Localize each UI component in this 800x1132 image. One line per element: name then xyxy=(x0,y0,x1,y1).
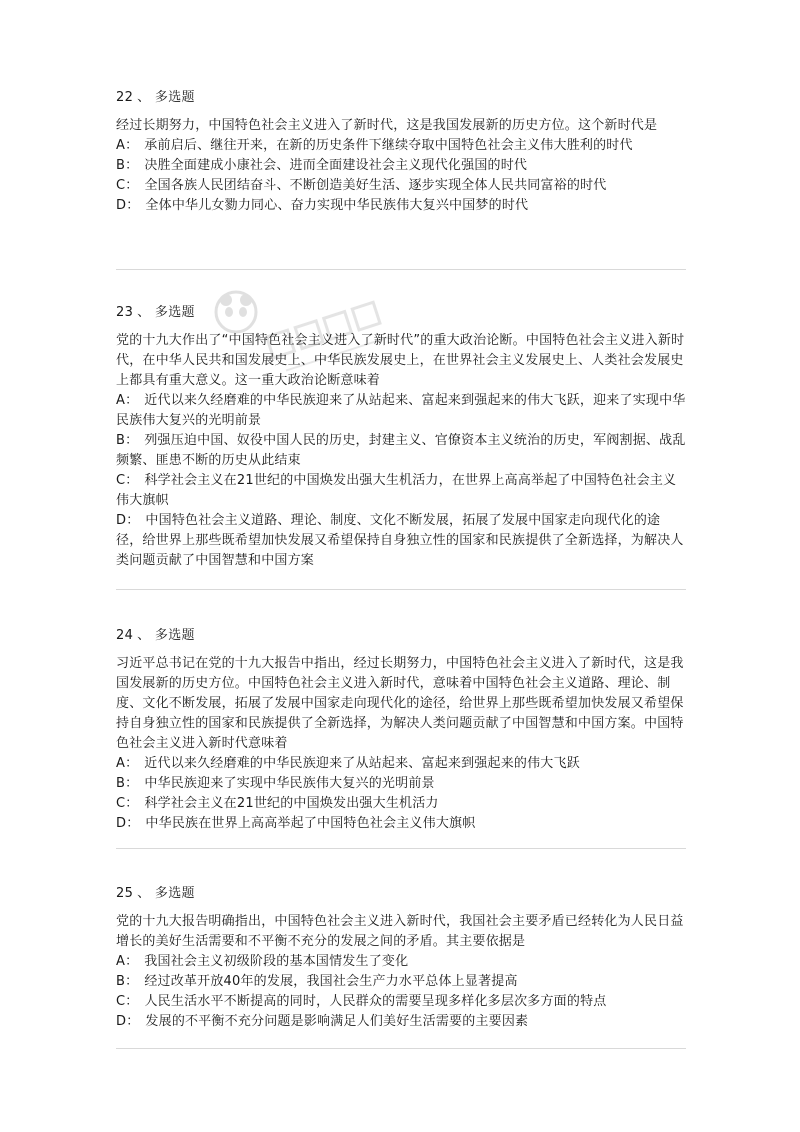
option-a[interactable] xyxy=(116,754,686,774)
option-text: 列强压迫中国、奴役中国人民的历史，封建主义、官僚资本主义统治的历史，军阀割据、战乱频繁、匪患不断的历史从此结束 xyxy=(116,433,686,468)
question-type: 多选题 xyxy=(154,305,195,320)
divider xyxy=(116,589,686,590)
question-type: 多选题 xyxy=(154,628,195,643)
question-25 xyxy=(116,884,686,1032)
option-c[interactable] xyxy=(116,471,686,511)
question-stem: 党的十九大作出了“中国特色社会主义进入了新时代”的重大政治论断。中国特色社会主义进入新时代，在中华人民共和国发展史上、中华民族发展史上，在世界社会主义发展史上、人类社会发展史上都具有重大意义。这一重大政治论断意味着 xyxy=(116,333,685,388)
question-23 xyxy=(116,303,686,571)
option-letter: B： xyxy=(116,974,139,989)
question-header xyxy=(116,88,686,108)
question-sep: 、 xyxy=(137,90,151,105)
option-text: 近代以来久经磨难的中华民族迎来了从站起来、富起来到强起来的伟大飞跃 xyxy=(144,756,580,771)
divider xyxy=(116,269,686,270)
option-d[interactable] xyxy=(116,1012,686,1032)
option-letter: B： xyxy=(116,776,139,791)
option-d[interactable] xyxy=(116,196,686,216)
option-b[interactable] xyxy=(116,431,686,471)
option-letter: C： xyxy=(116,178,139,193)
option-text: 中华民族在世界上高高举起了中国特色社会主义伟大旗帜 xyxy=(145,816,476,831)
option-c[interactable] xyxy=(116,794,686,814)
option-text: 科学社会主义在21世纪的中国焕发出强大生机活力 xyxy=(144,796,439,811)
option-text: 决胜全面建成小康社会、进而全面建设社会主义现代化强国的时代 xyxy=(144,158,528,173)
option-letter: B： xyxy=(116,433,139,448)
option-text: 承前启后、继往开来，在新的历史条件下继续夺取中国特色社会主义伟大胜利的时代 xyxy=(144,138,633,153)
option-d[interactable] xyxy=(116,814,686,834)
option-text: 中华民族迎来了实现中华民族伟大复兴的光明前景 xyxy=(144,776,435,791)
option-letter: C： xyxy=(116,796,139,811)
option-text: 科学社会主义在21世纪的中国焕发出强大生机活力，在世界上高高举起了中国特色社会主义伟大旗帜 xyxy=(116,473,677,508)
question-type: 多选题 xyxy=(154,886,195,901)
option-letter: A： xyxy=(116,954,139,969)
question-header xyxy=(116,884,686,904)
option-text: 人民生活水平不断提高的同时，人民群众的需要呈现多样化多层次多方面的特点 xyxy=(144,994,607,1009)
option-text: 我国社会主义初级阶段的基本国情发生了变化 xyxy=(144,954,409,969)
question-sep: 、 xyxy=(137,628,151,643)
option-letter: D： xyxy=(116,513,140,528)
option-a[interactable] xyxy=(116,136,686,156)
option-c[interactable] xyxy=(116,176,686,196)
option-text: 经过改革开放40年的发展，我国社会生产力水平总体上显著提高 xyxy=(144,974,518,989)
option-letter: C： xyxy=(116,473,139,488)
option-letter: A： xyxy=(116,756,139,771)
divider xyxy=(116,1048,686,1049)
option-text: 中国特色社会主义道路、理论、制度、文化不断发展，拓展了发展中国家走向现代化的途径，给世界上那些既希望加快发展又希望保持自身独立性的国家和民族提供了全新选择，为解决人类问题贡献了中国智慧和中国方案 xyxy=(116,513,684,568)
option-letter: B： xyxy=(116,158,139,173)
option-text: 全国各族人民团结奋斗、不断创造美好生活、逐步实现全体人民共同富裕的时代 xyxy=(144,178,607,193)
question-number: 23 xyxy=(116,305,134,320)
option-letter: D： xyxy=(116,198,140,213)
question-type: 多选题 xyxy=(154,90,195,105)
question-sep: 、 xyxy=(137,305,151,320)
option-letter: A： xyxy=(116,393,139,408)
option-a[interactable] xyxy=(116,952,686,972)
question-stem: 党的十九大报告明确指出，中国特色社会主义进入新时代，我国社会主要矛盾已经转化为人民日益增长的美好生活需要和不平衡不充分的发展之间的矛盾。其主要依据是 xyxy=(116,914,684,949)
option-letter: D： xyxy=(116,1014,140,1029)
question-number: 25 xyxy=(116,886,134,901)
question-header xyxy=(116,303,686,323)
option-letter: D： xyxy=(116,816,140,831)
option-b[interactable] xyxy=(116,156,686,176)
question-22 xyxy=(116,88,686,216)
question-number: 22 xyxy=(116,90,134,105)
option-b[interactable] xyxy=(116,972,686,992)
option-b[interactable] xyxy=(116,774,686,794)
option-d[interactable] xyxy=(116,511,686,571)
question-number: 24 xyxy=(116,628,134,643)
divider xyxy=(116,848,686,849)
option-letter: C： xyxy=(116,994,139,1009)
question-stem: 习近平总书记在党的十九大报告中指出，经过长期努力，中国特色社会主义进入了新时代，这是我国发展新的历史方位。中国特色社会主义进入新时代，意味着中国特色社会主义道路、理论、制度、文化不断发展，拓展了发展中国家走向现代化的途径，给世界上那些既希望加快发展又希望保持自身独立性的国家和民族提供了全新选择，为解决人类问题贡献了中国智慧和中国方案。中国特色社会主义进入新时代意味着 xyxy=(116,656,684,751)
option-text: 发展的不平衡不充分问题是影响满足人们美好生活需要的主要因素 xyxy=(145,1014,529,1029)
option-letter: A： xyxy=(116,138,139,153)
question-header xyxy=(116,626,686,646)
question-24 xyxy=(116,626,686,834)
option-c[interactable] xyxy=(116,992,686,1012)
option-text: 全体中华儿女勠力同心、奋力实现中华民族伟大复兴中国梦的时代 xyxy=(145,198,529,213)
question-stem: 经过长期努力，中国特色社会主义进入了新时代，这是我国发展新的历史方位。这个新时代是 xyxy=(116,118,658,133)
option-a[interactable] xyxy=(116,391,686,431)
option-text: 近代以来久经磨难的中华民族迎来了从站起来、富起来到强起来的伟大飞跃，迎来了实现中华民族伟大复兴的光明前景 xyxy=(116,393,686,428)
question-sep: 、 xyxy=(137,886,151,901)
